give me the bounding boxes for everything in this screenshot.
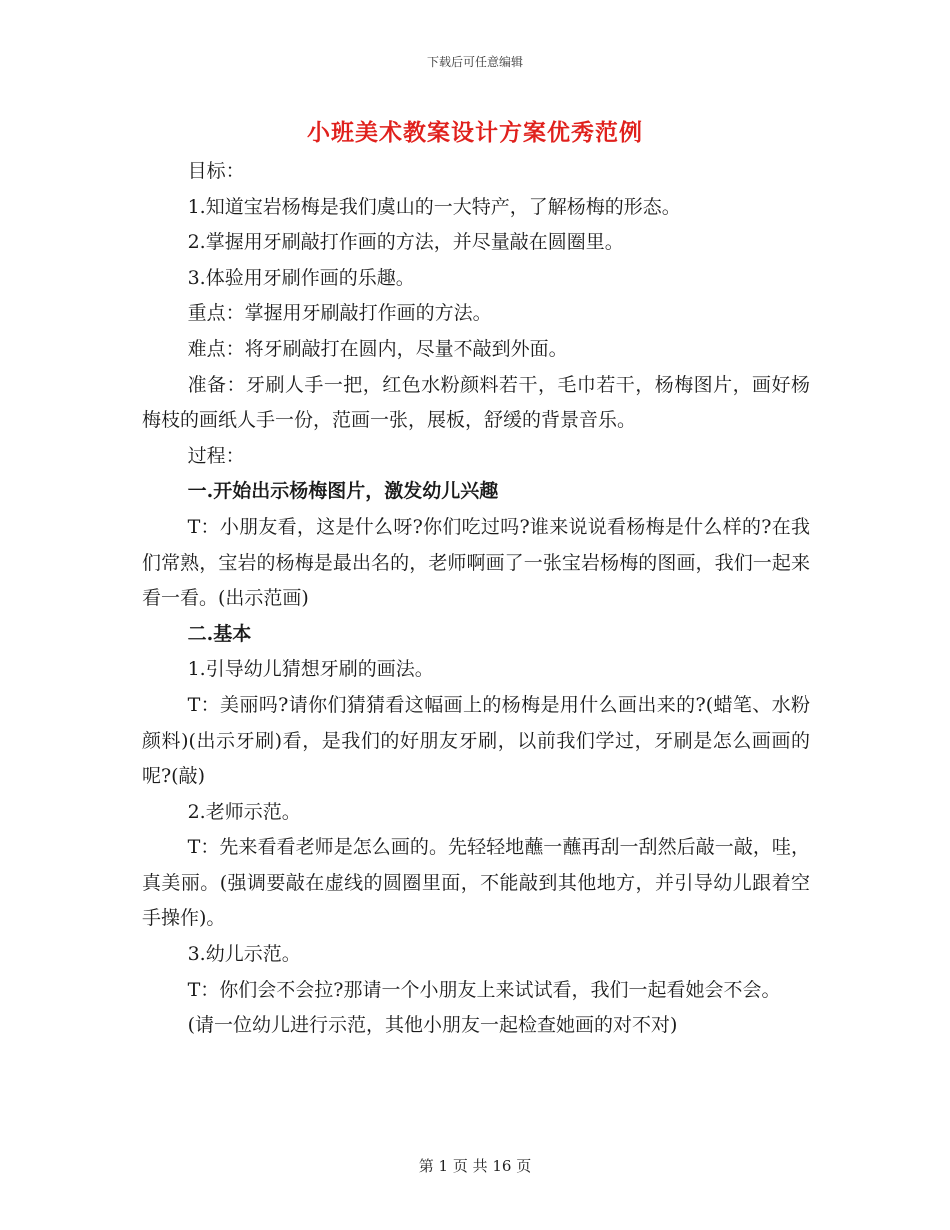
paragraph: 2.老师示范。 [187, 800, 301, 823]
paragraph: 过程： [187, 444, 245, 467]
paragraph: (请一位幼儿进行示范，其他小朋友一起检查她画的对不对) [187, 1014, 678, 1037]
paragraph: T：小朋友看，这是什么呀?你们吃过吗?谁来说说看杨梅是什么样的?在我们常熟，宝岩的杨梅是最出名的，老师啊画了一张宝岩杨梅的图画，我们一起来看一看。(出示范画) [142, 515, 810, 610]
header-note: 下载后可任意编辑 [426, 55, 523, 69]
document-body [142, 154, 810, 1044]
paragraph: 重点：掌握用牙刷敲打作画的方法。 [187, 302, 492, 325]
paragraph: 1.知道宝岩杨梅是我们虞山的一大特产，了解杨梅的形态。 [187, 195, 681, 218]
paragraph: 2.掌握用牙刷敲打作画的方法，并尽量敲在圆圈里。 [187, 231, 624, 254]
page-number: 第 1 页 共 16 页 [418, 1157, 532, 1175]
paragraph: 准备：牙刷人手一把，红色水粉颜料若干，毛巾若干，杨梅图片，画好杨梅枝的画纸人手一份，范画一张，展板，舒缓的背景音乐。 [142, 373, 810, 432]
paragraph: 3.体验用牙刷作画的乐趣。 [187, 266, 415, 289]
section-heading: 一.开始出示杨梅图片，激发幼儿兴趣 [187, 480, 499, 503]
paragraph: T：美丽吗?请你们猜猜看这幅画上的杨梅是用什么画出来的?(蜡笔、水粉颜料)(出示牙刷)看，是我们的好朋友牙刷，以前我们学过，牙刷是怎么画画的呢?(敲) [142, 693, 810, 788]
paragraph: 难点：将牙刷敲打在圆内，尽量不敲到外面。 [187, 337, 568, 360]
paragraph: T：你们会不会拉?那请一个小朋友上来试试看，我们一起看她会不会。 [187, 978, 781, 1001]
section-heading: 二.基本 [187, 622, 252, 645]
paragraph: 1.引导幼儿猜想牙刷的画法。 [187, 658, 434, 681]
paragraph: 目标： [187, 160, 245, 182]
document-title: 小班美术教案设计方案优秀范例 [307, 119, 643, 146]
paragraph: 3.幼儿示范。 [187, 943, 301, 966]
paragraph: T：先来看看老师是怎么画的。先轻轻地蘸一蘸再刮一刮然后敲一敲，哇，真美丽。(强调要敲在虚线的圆圈里面，不能敲到其他地方，并引导幼儿跟着空手操作)。 [142, 836, 810, 930]
